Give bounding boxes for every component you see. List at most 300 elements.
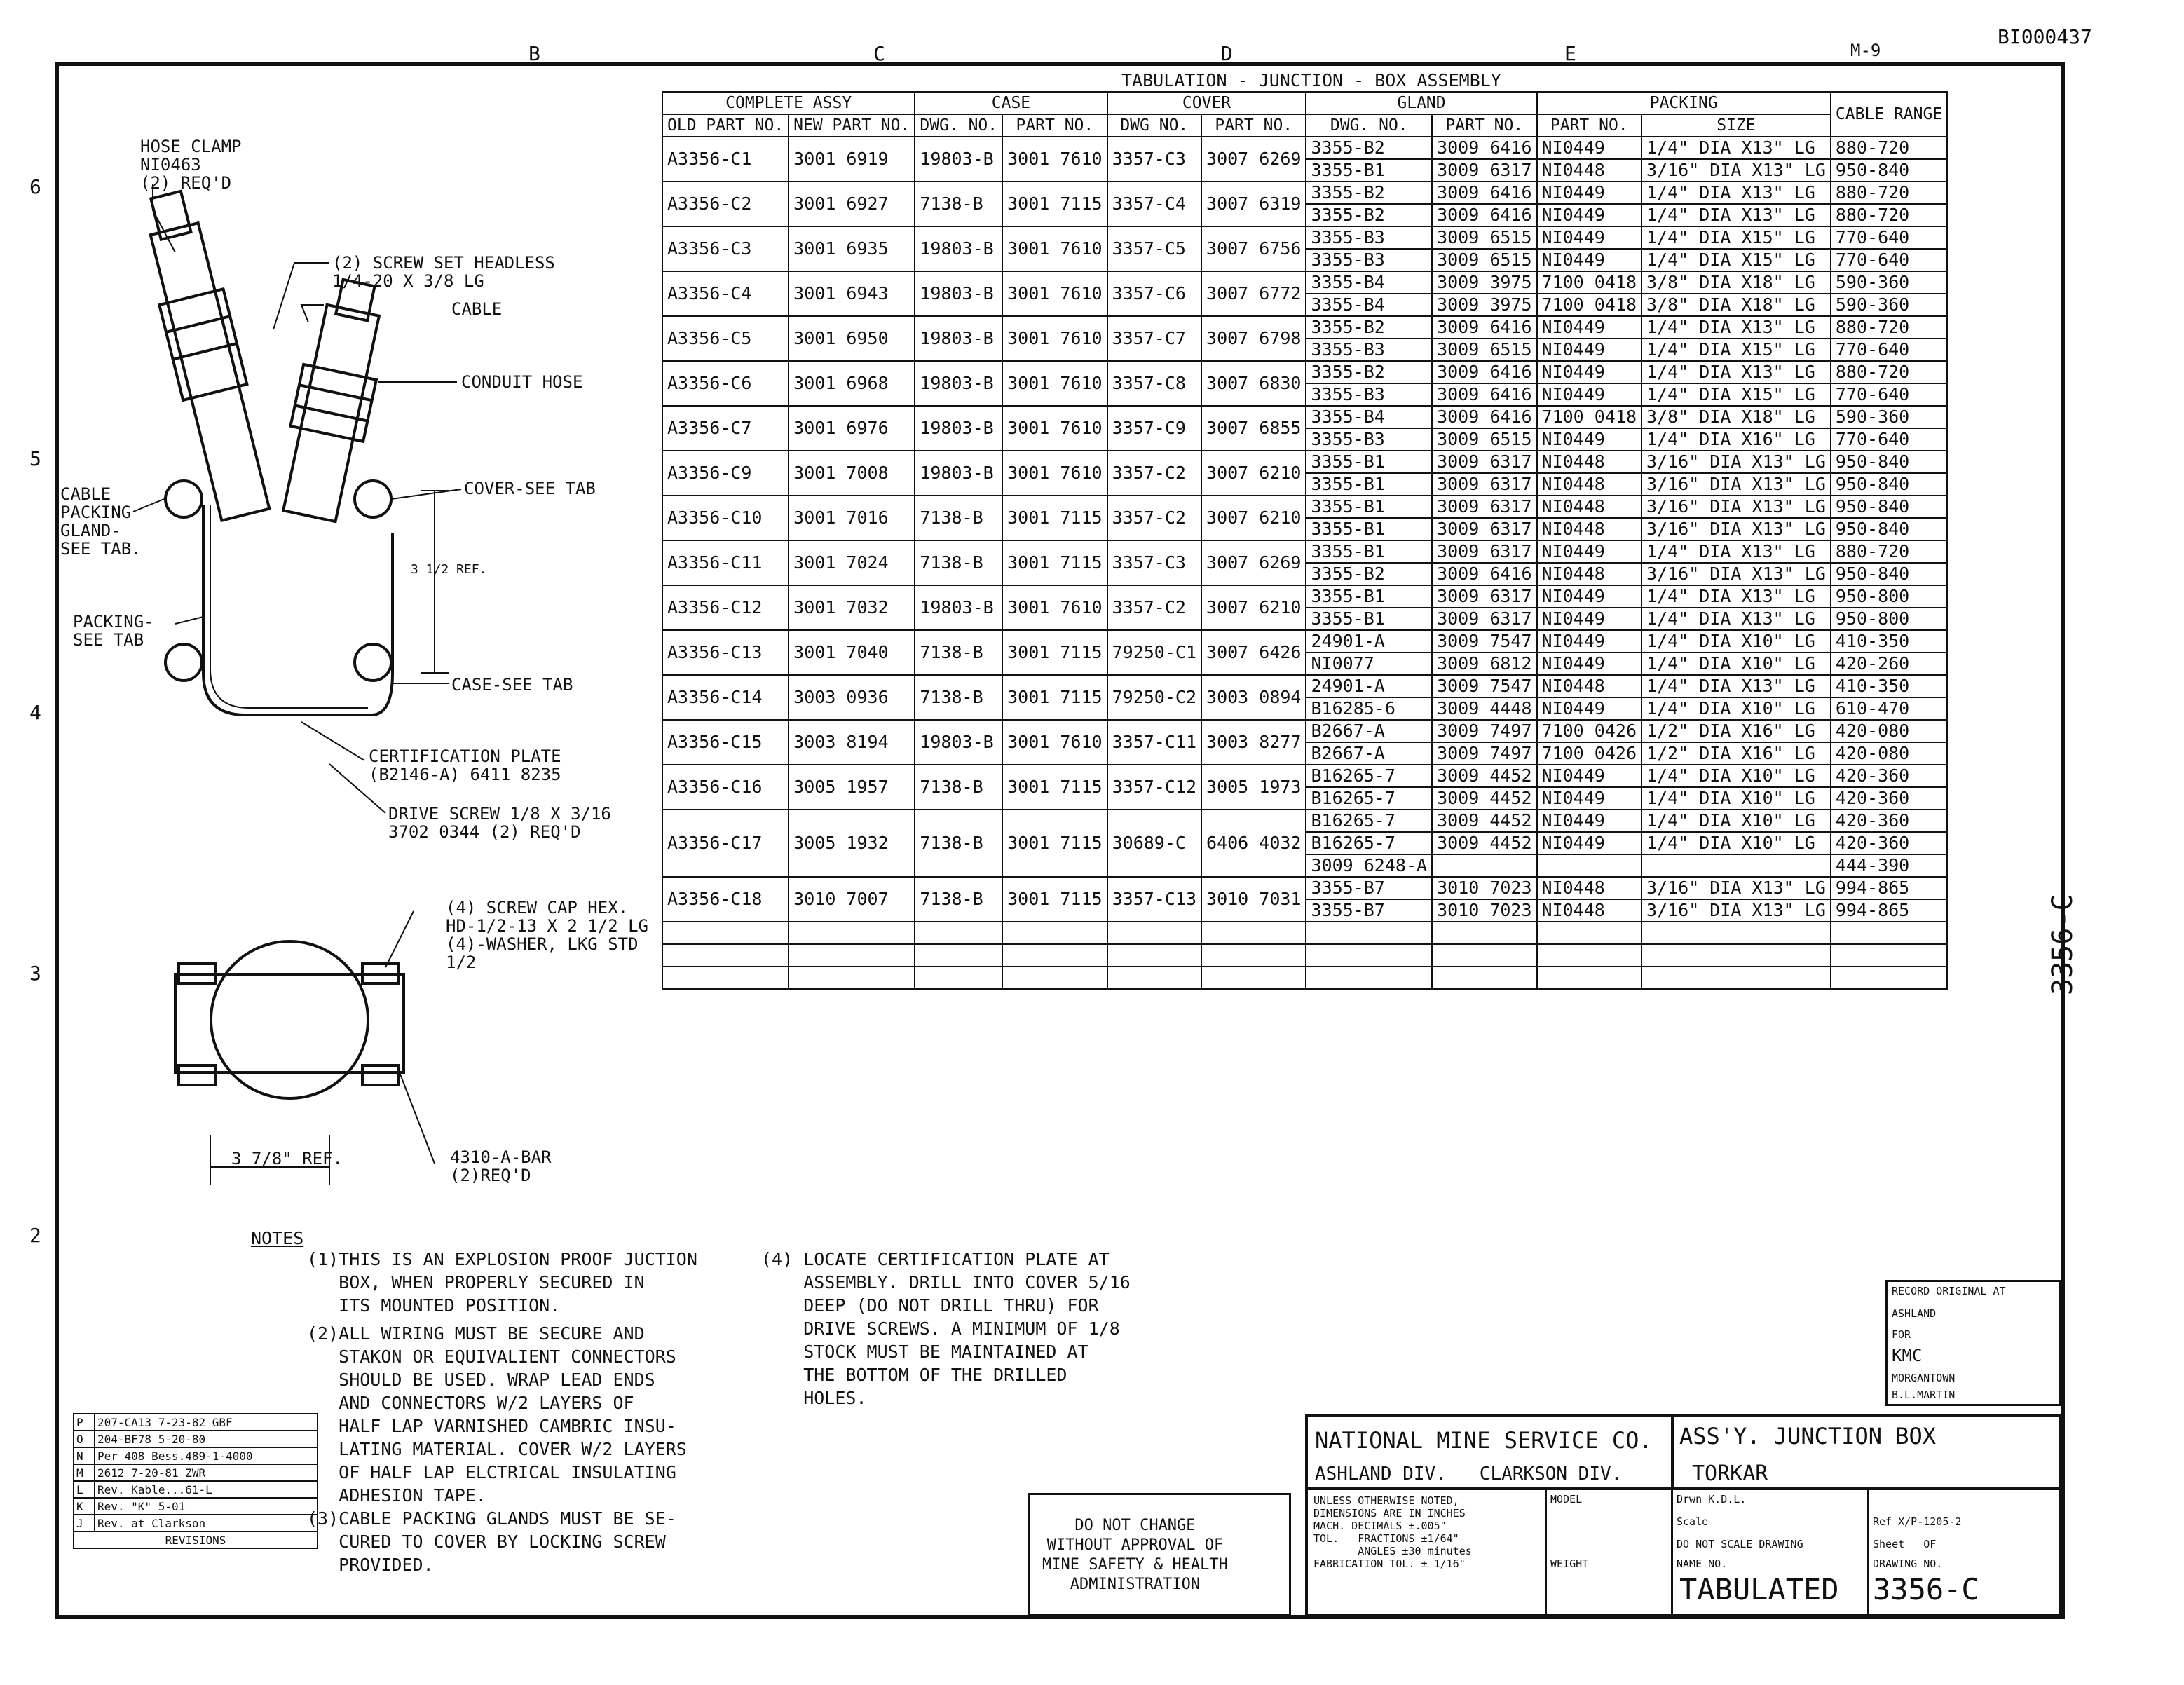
cell-packing-size: 3/16" DIA X13" LG bbox=[1642, 473, 1831, 496]
cell-new-part: 3001 7040 bbox=[789, 630, 915, 675]
cell-cover-part: 3007 6756 bbox=[1201, 226, 1306, 271]
cell-cover-dwg: 3357-C8 bbox=[1107, 361, 1201, 406]
cell-old-part: A3356-C5 bbox=[662, 316, 789, 361]
cell-cover-part: 3007 6269 bbox=[1201, 540, 1306, 585]
cell-packing-part: NI0449 bbox=[1537, 182, 1642, 204]
col-old-part: OLD PART NO. bbox=[662, 114, 789, 137]
cell-packing-part: NI0449 bbox=[1537, 608, 1642, 630]
cell-case-part: 3001 7610 bbox=[1002, 137, 1107, 182]
cell-packing-part: NI0449 bbox=[1537, 339, 1642, 361]
cell-old-part: A3356-C15 bbox=[662, 720, 789, 765]
cell-cable-range: 880-720 bbox=[1831, 204, 1947, 226]
cell-case-dwg: 19803-B bbox=[915, 137, 1002, 182]
cell-packing-size: 1/4" DIA X13" LG bbox=[1642, 182, 1831, 204]
cell-gland-part: 3009 6515 bbox=[1432, 428, 1536, 451]
zone-5: 5 bbox=[29, 447, 41, 470]
cell-cable-range: 770-640 bbox=[1831, 226, 1947, 249]
notes-heading: NOTES bbox=[251, 1228, 304, 1248]
table-row bbox=[662, 271, 1947, 294]
cell-case-part: 3001 7115 bbox=[1002, 630, 1107, 675]
revisions-table bbox=[73, 1413, 318, 1549]
revision-row bbox=[74, 1464, 318, 1481]
cell-gland-part: 3009 6515 bbox=[1432, 249, 1536, 271]
cell-gland-part: 3009 6416 bbox=[1432, 137, 1536, 159]
cell-packing-part: NI0449 bbox=[1537, 630, 1642, 653]
label-case: CASE-SEE TAB bbox=[451, 675, 573, 695]
revision-entry: Rev. at Clarkson bbox=[95, 1515, 318, 1531]
cell-packing-part: NI0448 bbox=[1537, 496, 1642, 518]
cell-packing-part: NI0449 bbox=[1537, 316, 1642, 339]
cell-gland-dwg: B16265-7 bbox=[1306, 787, 1432, 810]
cell-gland-part: 3009 6416 bbox=[1432, 182, 1536, 204]
sheet-label: Sheet OF bbox=[1873, 1538, 1937, 1550]
cell-packing-part: NI0449 bbox=[1537, 765, 1642, 787]
blank-row bbox=[662, 967, 1947, 989]
table-row bbox=[662, 496, 1947, 518]
cell-packing-part: NI0449 bbox=[1537, 787, 1642, 810]
cell-gland-part: 3009 6515 bbox=[1432, 339, 1536, 361]
cell-packing-part: NI0449 bbox=[1537, 226, 1642, 249]
cell-packing-part: NI0449 bbox=[1537, 428, 1642, 451]
cell-gland-dwg: 3355-B2 bbox=[1306, 204, 1432, 226]
zone-2: 2 bbox=[29, 1224, 41, 1247]
cell-cover-part: 3007 6426 bbox=[1201, 630, 1306, 675]
cell-packing-part bbox=[1537, 854, 1642, 877]
cell-gland-dwg: NI0077 bbox=[1306, 653, 1432, 675]
label-bar: 4310-A-BAR (2)REQ'D bbox=[450, 1147, 552, 1185]
cell-case-part: 3001 7115 bbox=[1002, 182, 1107, 226]
cell-gland-part: 3009 3975 bbox=[1432, 271, 1536, 294]
ref-number: Ref X/P-1205-2 bbox=[1873, 1515, 1962, 1528]
zone-3: 3 bbox=[29, 962, 41, 985]
group-packing: PACKING bbox=[1537, 92, 1831, 114]
cell-gland-dwg: 3355-B1 bbox=[1306, 518, 1432, 540]
cell-old-part: A3356-C7 bbox=[662, 406, 789, 451]
cell-packing-part: NI0448 bbox=[1537, 899, 1642, 922]
cell-packing-size: 1/4" DIA X10" LG bbox=[1642, 630, 1831, 653]
case-bolt-right bbox=[355, 644, 391, 681]
label-ref-half: 3 1/2 REF. bbox=[411, 562, 487, 577]
group-cable-range: CABLE RANGE bbox=[1831, 92, 1947, 137]
drawing-subtitle: TORKAR bbox=[1692, 1461, 1768, 1486]
cell-case-dwg: 7138-B bbox=[915, 540, 1002, 585]
cell-cover-dwg: 79250-C2 bbox=[1107, 675, 1201, 720]
cell-packing-part: NI0448 bbox=[1537, 877, 1642, 899]
cell-case-part: 3001 7115 bbox=[1002, 765, 1107, 810]
label-conduit-hose: CONDUIT HOSE bbox=[461, 372, 583, 392]
col-new-part: NEW PART NO. bbox=[789, 114, 915, 137]
cell-packing-size: 3/16" DIA X13" LG bbox=[1642, 877, 1831, 899]
table-row bbox=[662, 451, 1947, 473]
revision-row bbox=[74, 1431, 318, 1447]
cell-gland-part: 3009 6317 bbox=[1432, 496, 1536, 518]
note-1: (1)THIS IS AN EXPLOSION PROOF JUCTION BOX, WHEN PROPERLY SECURED IN ITS MOUNTED POSITION. bbox=[307, 1249, 697, 1316]
cell-gland-dwg: 3355-B1 bbox=[1306, 451, 1432, 473]
revision-letter: K bbox=[74, 1498, 95, 1515]
cell-old-part: A3356-C12 bbox=[662, 585, 789, 630]
cell-cover-dwg: 3357-C3 bbox=[1107, 540, 1201, 585]
cell-packing-part: NI0449 bbox=[1537, 810, 1642, 832]
cell-gland-part: 3009 6416 bbox=[1432, 406, 1536, 428]
group-case: CASE bbox=[915, 92, 1107, 114]
cell-packing-size: 1/4" DIA X13" LG bbox=[1642, 675, 1831, 697]
cell-cover-dwg: 3357-C2 bbox=[1107, 496, 1201, 540]
cell-cover-part: 3007 6830 bbox=[1201, 361, 1306, 406]
cell-packing-part: NI0449 bbox=[1537, 832, 1642, 854]
record-original-block bbox=[1885, 1280, 2061, 1406]
cell-case-dwg: 7138-B bbox=[915, 496, 1002, 540]
zone-e: E bbox=[1564, 42, 1576, 65]
cell-old-part: A3356-C6 bbox=[662, 361, 789, 406]
cell-gland-part: 3009 4452 bbox=[1432, 765, 1536, 787]
cell-gland-part: 3009 4448 bbox=[1432, 697, 1536, 720]
cell-old-part: A3356-C2 bbox=[662, 182, 789, 226]
cover-bolt-right bbox=[355, 481, 391, 517]
cell-packing-size: 3/8" DIA X18" LG bbox=[1642, 294, 1831, 316]
cell-cable-range: 950-840 bbox=[1831, 451, 1947, 473]
cell-cover-part: 3007 6855 bbox=[1201, 406, 1306, 451]
cell-case-part: 3001 7610 bbox=[1002, 316, 1107, 361]
scale-label: Scale bbox=[1677, 1515, 1709, 1528]
cell-cover-part: 3007 6798 bbox=[1201, 316, 1306, 361]
doc-number: BI000437 bbox=[1998, 25, 2092, 48]
blank-row bbox=[662, 922, 1947, 944]
cell-packing-size: 3/16" DIA X13" LG bbox=[1642, 518, 1831, 540]
cell-gland-part: 3009 6317 bbox=[1432, 451, 1536, 473]
revision-entry: 207-CA13 7-23-82 GBF bbox=[95, 1414, 318, 1431]
tolerances: UNLESS OTHERWISE NOTED, DIMENSIONS ARE IN INCHES MACH. DECIMALS ±.005" TOL. FRACTIONS ±1/64" ANGLES ±30 minutes FABRICATION TOL. ± 1/16" bbox=[1313, 1494, 1472, 1570]
cell-cable-range: 420-360 bbox=[1831, 787, 1947, 810]
cell-case-part: 3001 7610 bbox=[1002, 585, 1107, 630]
cell-packing-size: 1/2" DIA X16" LG bbox=[1642, 742, 1831, 765]
cell-cover-dwg: 3357-C2 bbox=[1107, 451, 1201, 496]
msha-box bbox=[1028, 1493, 1291, 1616]
cell-cable-range: 420-360 bbox=[1831, 810, 1947, 832]
label-cable-packing-gland: CABLE PACKING GLAND- SEE TAB. bbox=[60, 484, 142, 559]
no-scale-note: DO NOT SCALE DRAWING bbox=[1677, 1538, 1803, 1550]
col-gland-part: PART NO. bbox=[1432, 114, 1536, 137]
cell-cover-dwg: 3357-C7 bbox=[1107, 316, 1201, 361]
cell-packing-part: NI0449 bbox=[1537, 585, 1642, 608]
revision-entry: Rev. Kable...61-L bbox=[95, 1481, 318, 1498]
weight-label: WEIGHT bbox=[1550, 1557, 1589, 1570]
cell-cover-dwg: 3357-C5 bbox=[1107, 226, 1201, 271]
cell-gland-dwg: 3355-B2 bbox=[1306, 137, 1432, 159]
note-4: (4) LOCATE CERTIFICATION PLATE AT ASSEMBLY. DRILL INTO COVER 5/16 DEEP (DO NOT DRILL THRU) FOR DRIVE SCREWS. A MINIMUM OF 1/8 STOCK MUST BE MAINTAINED AT THE BOTTOM OF THE DRILLED HOLES. bbox=[761, 1249, 1131, 1408]
col-cover-part: PART NO. bbox=[1201, 114, 1306, 137]
cell-cover-part: 3007 6210 bbox=[1201, 496, 1306, 540]
table-row bbox=[662, 585, 1947, 608]
cell-old-part: A3356-C18 bbox=[662, 877, 789, 922]
cell-packing-size: 3/16" DIA X13" LG bbox=[1642, 159, 1831, 182]
cell-packing-size: 1/4" DIA X15" LG bbox=[1642, 226, 1831, 249]
cell-cover-part: 3003 0894 bbox=[1201, 675, 1306, 720]
revision-letter: J bbox=[74, 1515, 95, 1531]
cell-gland-part: 3009 6812 bbox=[1432, 653, 1536, 675]
table-row bbox=[662, 406, 1947, 428]
cell-cable-range: 420-080 bbox=[1831, 720, 1947, 742]
cell-case-dwg: 19803-B bbox=[915, 226, 1002, 271]
cell-case-dwg: 19803-B bbox=[915, 406, 1002, 451]
cell-cable-range: 610-470 bbox=[1831, 697, 1947, 720]
cell-cable-range: 410-350 bbox=[1831, 630, 1947, 653]
cell-cover-part: 3010 7031 bbox=[1201, 877, 1306, 922]
cell-packing-size: 1/4" DIA X10" LG bbox=[1642, 832, 1831, 854]
cell-case-part: 3001 7115 bbox=[1002, 540, 1107, 585]
cell-cable-range: 950-840 bbox=[1831, 496, 1947, 518]
cell-cable-range: 770-640 bbox=[1831, 339, 1947, 361]
cell-new-part: 3003 8194 bbox=[789, 720, 915, 765]
cell-packing-size: 3/8" DIA X18" LG bbox=[1642, 271, 1831, 294]
cell-old-part: A3356-C14 bbox=[662, 675, 789, 720]
revision-row bbox=[74, 1498, 318, 1515]
cell-old-part: A3356-C16 bbox=[662, 765, 789, 810]
cell-case-part: 3001 7115 bbox=[1002, 496, 1107, 540]
cell-new-part: 3010 7007 bbox=[789, 877, 915, 922]
cell-packing-size: 1/4" DIA X10" LG bbox=[1642, 697, 1831, 720]
cell-case-part: 3001 7610 bbox=[1002, 361, 1107, 406]
name-no-label: NAME NO. bbox=[1677, 1557, 1728, 1570]
table-row bbox=[662, 810, 1947, 832]
drawn-by: Drwn K.D.L. bbox=[1677, 1493, 1747, 1506]
cell-cable-range: 420-360 bbox=[1831, 765, 1947, 787]
cell-gland-dwg: 3355-B3 bbox=[1306, 249, 1432, 271]
record-row-4: B.L.MARTIN bbox=[1892, 1389, 1956, 1401]
revisions-label: REVISIONS bbox=[74, 1531, 318, 1548]
cell-new-part: 3001 7024 bbox=[789, 540, 915, 585]
cell-cable-range: 880-720 bbox=[1831, 182, 1947, 204]
table-row bbox=[662, 675, 1947, 697]
cell-gland-dwg: 3355-B3 bbox=[1306, 383, 1432, 406]
cell-gland-dwg: 3355-B1 bbox=[1306, 473, 1432, 496]
cell-packing-part: 7100 0426 bbox=[1537, 720, 1642, 742]
cell-case-dwg: 7138-B bbox=[915, 877, 1002, 922]
label-cert-plate: CERTIFICATION PLATE (B2146-A) 6411 8235 bbox=[369, 746, 561, 784]
cell-cover-dwg: 30689-C bbox=[1107, 810, 1201, 877]
cell-packing-part: NI0448 bbox=[1537, 473, 1642, 496]
cell-case-dwg: 19803-B bbox=[915, 316, 1002, 361]
cell-gland-part bbox=[1432, 854, 1536, 877]
corner-mark: M-9 bbox=[1850, 41, 1881, 60]
label-screw-cap: (4) SCREW CAP HEX. HD-1/2-13 X 2 1/2 LG (4)-WASHER, LKG STD 1/2 bbox=[446, 898, 648, 972]
cell-old-part: A3356-C13 bbox=[662, 630, 789, 675]
cell-cover-part: 3007 6269 bbox=[1201, 137, 1306, 182]
cell-gland-part: 3009 6317 bbox=[1432, 585, 1536, 608]
cell-case-part: 3001 7115 bbox=[1002, 810, 1107, 877]
table-row bbox=[662, 361, 1947, 383]
drawing-title: ASS'Y. JUNCTION BOX bbox=[1679, 1423, 1937, 1449]
cell-gland-part: 3009 6416 bbox=[1432, 383, 1536, 406]
cell-cable-range: 420-360 bbox=[1831, 832, 1947, 854]
cell-packing-part: 7100 0418 bbox=[1537, 406, 1642, 428]
cell-cable-range: 950-800 bbox=[1831, 585, 1947, 608]
cell-gland-dwg: 24901-A bbox=[1306, 630, 1432, 653]
tabulated-stamp: TABULATED bbox=[1679, 1572, 1839, 1606]
col-packing-size: SIZE bbox=[1642, 114, 1831, 137]
cell-packing-part: NI0449 bbox=[1537, 653, 1642, 675]
cell-case-dwg: 7138-B bbox=[915, 675, 1002, 720]
cell-cable-range: 770-640 bbox=[1831, 383, 1947, 406]
table-row bbox=[662, 182, 1947, 204]
cell-packing-part: NI0448 bbox=[1537, 451, 1642, 473]
cell-packing-size: 3/16" DIA X13" LG bbox=[1642, 899, 1831, 922]
table-row bbox=[662, 316, 1947, 339]
revision-entry: 2612 7-20-81 ZWR bbox=[95, 1464, 318, 1481]
col-cover-dwg: DWG NO. bbox=[1107, 114, 1201, 137]
cell-case-part: 3001 7610 bbox=[1002, 226, 1107, 271]
cell-packing-part: 7100 0418 bbox=[1537, 271, 1642, 294]
cell-cable-range: 880-720 bbox=[1831, 540, 1947, 563]
cell-gland-part: 3009 6317 bbox=[1432, 540, 1536, 563]
cell-packing-part: NI0449 bbox=[1537, 540, 1642, 563]
cell-case-dwg: 19803-B bbox=[915, 271, 1002, 316]
title-block bbox=[1305, 1414, 2062, 1616]
cell-new-part: 3005 1957 bbox=[789, 765, 915, 810]
label-cover: COVER-SEE TAB bbox=[464, 479, 596, 498]
zone-6: 6 bbox=[29, 175, 41, 198]
cell-packing-size: 3/8" DIA X18" LG bbox=[1642, 406, 1831, 428]
table-row bbox=[662, 137, 1947, 159]
cell-gland-part: 3009 6317 bbox=[1432, 608, 1536, 630]
blank-row bbox=[662, 944, 1947, 967]
company-name: NATIONAL MINE SERVICE CO. bbox=[1315, 1427, 1653, 1454]
cell-gland-part: 3009 6416 bbox=[1432, 361, 1536, 383]
cell-cable-range: 590-360 bbox=[1831, 406, 1947, 428]
note-3: (3)CABLE PACKING GLANDS MUST BE SE- CURED TO COVER BY LOCKING SCREW PROVIDED. bbox=[307, 1508, 676, 1575]
cell-gland-dwg: B16265-7 bbox=[1306, 832, 1432, 854]
revision-row bbox=[74, 1481, 318, 1498]
col-case-part: PART NO. bbox=[1002, 114, 1107, 137]
cell-cable-range: 420-080 bbox=[1831, 742, 1947, 765]
cell-cover-dwg: 3357-C13 bbox=[1107, 877, 1201, 922]
cell-gland-part: 3009 4452 bbox=[1432, 810, 1536, 832]
tabulation-table bbox=[662, 91, 1948, 990]
cell-cover-part: 3007 6319 bbox=[1201, 182, 1306, 226]
revision-letter: M bbox=[74, 1464, 95, 1481]
cell-gland-dwg: 3009 6248-A bbox=[1306, 854, 1432, 877]
cell-new-part: 3005 1932 bbox=[789, 810, 915, 877]
cell-packing-size: 1/4" DIA X13" LG bbox=[1642, 137, 1831, 159]
cell-packing-size: 1/4" DIA X13" LG bbox=[1642, 204, 1831, 226]
cell-case-dwg: 19803-B bbox=[915, 585, 1002, 630]
cell-old-part: A3356-C3 bbox=[662, 226, 789, 271]
zone-c: C bbox=[873, 42, 885, 65]
cell-packing-size: 1/4" DIA X10" LG bbox=[1642, 765, 1831, 787]
cell-packing-size: 3/16" DIA X13" LG bbox=[1642, 451, 1831, 473]
cell-packing-size: 1/4" DIA X13" LG bbox=[1642, 585, 1831, 608]
cell-case-part: 3001 7610 bbox=[1002, 451, 1107, 496]
cell-packing-size: 1/4" DIA X15" LG bbox=[1642, 249, 1831, 271]
cell-cable-range: 950-840 bbox=[1831, 563, 1947, 585]
revision-letter: P bbox=[74, 1414, 95, 1431]
zone-d: D bbox=[1221, 42, 1233, 65]
cell-cover-dwg: 3357-C12 bbox=[1107, 765, 1201, 810]
cell-packing-size: 1/2" DIA X16" LG bbox=[1642, 720, 1831, 742]
cell-cable-range: 770-640 bbox=[1831, 249, 1947, 271]
col-packing-part: PART NO. bbox=[1537, 114, 1642, 137]
label-ref-width: 3 7/8" REF. bbox=[231, 1149, 343, 1168]
left-gland-assembly bbox=[134, 187, 278, 523]
cell-cable-range: 880-720 bbox=[1831, 316, 1947, 339]
cell-gland-part: 3010 7023 bbox=[1432, 899, 1536, 922]
cell-gland-dwg: 3355-B7 bbox=[1306, 899, 1432, 922]
cell-packing-part: NI0448 bbox=[1537, 563, 1642, 585]
cell-packing-size: 1/4" DIA X15" LG bbox=[1642, 339, 1831, 361]
cell-old-part: A3356-C9 bbox=[662, 451, 789, 496]
zone-b: B bbox=[528, 42, 540, 65]
cell-gland-dwg: 3355-B1 bbox=[1306, 585, 1432, 608]
cell-cover-dwg: 3357-C11 bbox=[1107, 720, 1201, 765]
cell-cable-range: 590-360 bbox=[1831, 271, 1947, 294]
cell-cable-range: 950-840 bbox=[1831, 159, 1947, 182]
table-row bbox=[662, 630, 1947, 653]
cell-packing-size: 1/4" DIA X13" LG bbox=[1642, 540, 1831, 563]
revision-entry: Per 408 Bess.489-1-4000 bbox=[95, 1447, 318, 1464]
table-row bbox=[662, 540, 1947, 563]
cell-gland-part: 3009 7547 bbox=[1432, 630, 1536, 653]
cell-cover-part: 3007 6210 bbox=[1201, 585, 1306, 630]
cell-new-part: 3003 0936 bbox=[789, 675, 915, 720]
cell-old-part: A3356-C1 bbox=[662, 137, 789, 182]
cell-cover-part: 3003 8277 bbox=[1201, 720, 1306, 765]
cell-gland-part: 3009 6416 bbox=[1432, 563, 1536, 585]
cell-gland-part: 3009 6416 bbox=[1432, 204, 1536, 226]
cell-new-part: 3001 6968 bbox=[789, 361, 915, 406]
table-body bbox=[662, 137, 1947, 989]
note-2: (2)ALL WIRING MUST BE SECURE AND STAKON OR EQUIVALIENT CONNECTORS SHOULD BE USED. WRAP LEAD ENDS AND CONNECTORS W/2 LAYERS OF HALF LAP VARNISHED CAMBRIC INSU- LATING MATERIAL. COVER W/2 LAYERS OF HALF LAP ELCTRICAL INSULATING ADHESION TAPE. bbox=[307, 1323, 687, 1506]
cell-packing-size: 1/4" DIA X16" LG bbox=[1642, 428, 1831, 451]
cell-old-part: A3356-C17 bbox=[662, 810, 789, 877]
cell-cable-range: 950-840 bbox=[1831, 473, 1947, 496]
cell-packing-size: 3/16" DIA X13" LG bbox=[1642, 563, 1831, 585]
cell-packing-size: 1/4" DIA X10" LG bbox=[1642, 787, 1831, 810]
cell-packing-part: 7100 0426 bbox=[1537, 742, 1642, 765]
cell-cover-dwg: 3357-C2 bbox=[1107, 585, 1201, 630]
model-label: MODEL bbox=[1550, 1493, 1583, 1506]
table-row bbox=[662, 720, 1947, 742]
cell-gland-dwg: 3355-B2 bbox=[1306, 563, 1432, 585]
cell-gland-dwg: 3355-B3 bbox=[1306, 339, 1432, 361]
cell-packing-size: 1/4" DIA X15" LG bbox=[1642, 383, 1831, 406]
cell-packing-part: NI0449 bbox=[1537, 697, 1642, 720]
record-row-2: KMC bbox=[1892, 1346, 1923, 1365]
revision-letter: L bbox=[74, 1481, 95, 1498]
label-hose-clamp: HOSE CLAMP NI0463 (2) REQ'D bbox=[140, 137, 242, 193]
revision-entry: Rev. "K" 5-01 bbox=[95, 1498, 318, 1515]
cell-gland-dwg: 3355-B4 bbox=[1306, 294, 1432, 316]
cell-case-dwg: 19803-B bbox=[915, 720, 1002, 765]
cell-new-part: 3001 6950 bbox=[789, 316, 915, 361]
cell-case-dwg: 7138-B bbox=[915, 630, 1002, 675]
table-row bbox=[662, 877, 1947, 899]
division: ASHLAND DIV. CLARKSON DIV. bbox=[1315, 1464, 1623, 1485]
drawing-number: 3356-C bbox=[1873, 1572, 1979, 1606]
cell-case-part: 3001 7610 bbox=[1002, 271, 1107, 316]
cell-gland-dwg: 3355-B2 bbox=[1306, 182, 1432, 204]
group-cover: COVER bbox=[1107, 92, 1306, 114]
cell-cover-dwg: 3357-C4 bbox=[1107, 182, 1201, 226]
cell-packing-size: 3/16" DIA X13" LG bbox=[1642, 496, 1831, 518]
cell-case-dwg: 7138-B bbox=[915, 182, 1002, 226]
cell-cover-part: 6406 4032 bbox=[1201, 810, 1306, 877]
revision-letter: O bbox=[74, 1431, 95, 1447]
cell-packing-part: NI0448 bbox=[1537, 518, 1642, 540]
cell-case-dwg: 19803-B bbox=[915, 361, 1002, 406]
cell-case-part: 3001 7115 bbox=[1002, 675, 1107, 720]
cell-cover-part: 3007 6772 bbox=[1201, 271, 1306, 316]
cell-gland-dwg: 3355-B1 bbox=[1306, 159, 1432, 182]
cell-case-part: 3001 7610 bbox=[1002, 406, 1107, 451]
